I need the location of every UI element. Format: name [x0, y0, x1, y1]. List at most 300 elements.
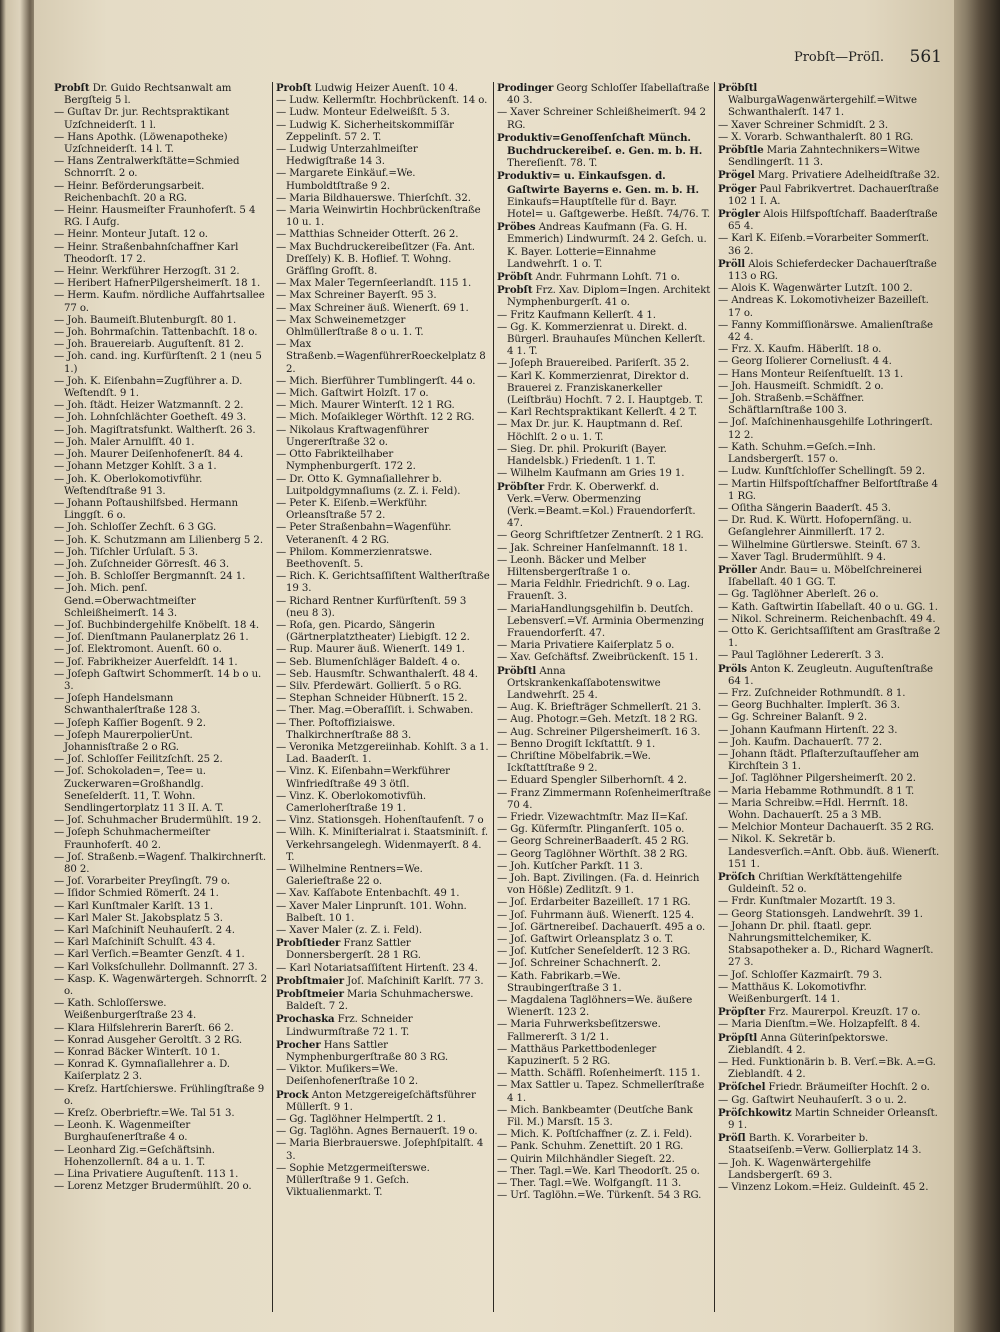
entry-surname: Probſtmaier — [276, 974, 345, 987]
directory-entry — [54, 949, 269, 961]
directory-entry — [276, 1138, 490, 1162]
directory-entry — [276, 766, 490, 790]
directory-entry — [497, 897, 711, 909]
entry-text: — Vinz. K. Eiſenbahn=Werkführer Winfriedſtraße 49 3 ötſl. — [276, 766, 450, 790]
directory-entry — [276, 168, 490, 192]
entry-text: Friedr. Bräumeiſter Hochſt. 2 o. — [765, 1082, 930, 1094]
directory-entry — [718, 982, 942, 1006]
directory-entry — [54, 449, 269, 461]
entry-text: — Iſidor Schmied Römerſt. 24 1. — [54, 888, 219, 900]
directory-entry — [718, 503, 942, 515]
entry-text: — Maria Hebamme Rothmundſt. 8 1 T. — [718, 785, 915, 797]
directory-entry — [497, 958, 711, 970]
entry-text: — Andreas K. Lokomotivheizer Bazeilleſt. 17 o. — [718, 295, 929, 319]
directory-entry — [54, 620, 269, 632]
directory-entry — [497, 604, 711, 641]
entry-text: — Veronika Metzgereiinhab. Kohlſt. 3 a 1. Lad. Baaderſt. 1. — [276, 741, 489, 766]
entry-text: — Joh. Hausmeiſt. Schmidſt. 2 o. — [718, 380, 884, 392]
entry-text: Martin Schneider Orleansſt. 9 1. — [728, 1107, 938, 1132]
entry-text: — Max Schreiner Bayerſt. 95 3. — [276, 290, 437, 302]
entry-text: — Ludwig Unterzahlmeiſter Hedwigſtraße 14 3. — [276, 144, 418, 168]
directory-entry — [718, 589, 942, 601]
entry-text: — Mich. Bankbeamter (Deutſche Bank Fil. M.) Marsſt. 15 3. — [497, 1104, 693, 1129]
directory-entry — [718, 1182, 942, 1194]
entry-text: — Joſ. Maſchinenhausgehilfe Lothringerſt. 12 2. — [718, 417, 933, 441]
directory-entry — [276, 144, 490, 168]
entry-text: — Johann Poſtaushilfsbed. Hermann Linggſt. 6 o. — [54, 497, 238, 522]
directory-entry — [497, 579, 711, 603]
directory-entry — [497, 555, 711, 579]
entry-text: — Xaver Tagl. Brudermühlſt. 9 4. — [718, 551, 886, 563]
directory-entry — [718, 417, 942, 441]
directory-entry — [497, 922, 711, 934]
entry-text: — Frz. Zuſchneider Rothmundſt. 8 1. — [718, 687, 906, 699]
directory-entry — [54, 913, 269, 925]
directory-entry — [54, 376, 269, 400]
entry-text: — Frdr. Kunſtmaler Mozartſt. 19 3. — [718, 896, 896, 908]
directory-entry — [276, 315, 490, 339]
directory-entry — [497, 946, 711, 958]
entry-text: — Urſ. Taglöhn.=We. Türkenſt. 54 3 RG. — [497, 1190, 702, 1202]
directory-entry — [276, 193, 490, 205]
directory-entry — [718, 725, 942, 737]
entry-text: — Joſeph Schuhmachermeiſter Fraunhoferſt. 40 2. — [54, 827, 211, 851]
entry-text: Alois Schieferdecker Dachauerſtraße 113 o RG. — [728, 258, 937, 283]
directory-entry — [497, 1019, 711, 1043]
directory-entry — [54, 266, 269, 278]
entry-text: — Quirin Milchhändler Siegeſt. 22. — [497, 1153, 675, 1165]
entry-text: — Joſ. Fabrikheizer Auerfeldſt. 14 1. — [54, 656, 238, 668]
directory-entry — [718, 688, 942, 700]
entry-text: Frz. Xav. Diplom=Ingen. Architekt Nymphenburgerſt. 41 o. — [507, 285, 711, 309]
entry-text: — Kreſz. Oberbrieftr.=We. Tal 51 3. — [54, 1108, 235, 1120]
entry-text: — Georg Schriftſetzer Zentnerſt. 2 1 RG. — [497, 530, 704, 542]
entry-text: — Joh. Bohrmaſchin. Tattenbachſt. 18 o. — [54, 327, 258, 339]
entry-text: — Joſ. Buchbindergehilfe Knöbelſt. 18 4. — [54, 619, 260, 631]
directory-entry — [718, 479, 942, 503]
directory-entry — [54, 1169, 269, 1181]
directory-entry — [718, 896, 942, 908]
directory-entry — [54, 181, 269, 205]
directory-entry — [54, 229, 269, 241]
entry-text: — Rich. K. Gerichtsaſſiſtent Waltherſtraße 19 3. — [276, 571, 490, 595]
directory-entry — [276, 205, 490, 229]
directory-entry — [54, 205, 269, 229]
entry-text: — Max Schreiner äuß. Wienerſt. 69 1. — [276, 302, 469, 314]
directory-entry — [54, 327, 269, 339]
entry-text: — Xav. Kaſſabote Entenbachſt. 49 1. — [276, 888, 460, 900]
page-number: 561 — [909, 47, 942, 67]
entry-text: Ludwig Heizer Auenſt. 10 4. — [311, 83, 458, 94]
directory-entry — [497, 419, 711, 443]
directory-entry — [497, 702, 711, 714]
directory-entry — [718, 1019, 942, 1031]
directory-entry — [718, 564, 942, 589]
entry-surname: Pröbſtl — [497, 664, 537, 677]
directory-entry — [497, 322, 711, 359]
directory-entry — [54, 1047, 269, 1059]
directory-entry — [276, 376, 490, 388]
entry-text: — Heribert HafnerPilgersheimerſt. 18 1. — [54, 278, 261, 290]
directory-entry — [54, 339, 269, 351]
entry-text: — Silv. Pferdewärt. Gollierſt. 5 o RG. — [276, 680, 462, 692]
entry-text: — Heinr. Hausmeiſter Fraunhoferſt. 5 4 RG. I Aufg. — [54, 205, 256, 229]
entry-surname: Pröger — [718, 182, 757, 195]
entry-surname: Produktiv=Genoſſenſchaft Münch. Buchdruckereibeſ. e. Gen. m. b. H. — [497, 131, 703, 158]
directory-entry — [54, 315, 269, 327]
entry-text: — Joh. ſtädt. Heizer Watzmannſt. 2 2. — [54, 400, 244, 412]
entry-text: Maria Zahntechnikers=Witwe Sendlingerſt. 11 3. — [728, 145, 920, 169]
column-rule — [493, 82, 494, 1312]
entry-text: — Karl Notariatsaſſiſtent Hirtenſt. 23 4. — [276, 962, 478, 974]
entry-text: — Peter K. Eiſenb.=Werkführ. Orleansſtraße 57 2. — [276, 497, 428, 522]
directory-entry — [718, 208, 942, 233]
directory-entry — [718, 614, 942, 626]
entry-text: — X. Vorarb. Schwanthalerſt. 80 1 RG. — [718, 131, 914, 143]
directory-entry — [497, 1105, 711, 1129]
entry-text: — Klara Hilfslehrerin Barerſt. 66 2. — [54, 1022, 234, 1034]
directory-entry — [54, 876, 269, 888]
entry-text: — Georg SchreinerBaaderſt. 45 2 RG. — [497, 836, 689, 848]
entry-text: — Max Buchdruckereibeſitzer (Fa. Ant. Dreſſely) K. B. Hoflief. T. Wohng. Gräfſing Grofſt. 8. — [276, 241, 475, 278]
entry-text: — Kath. Gaſtwirtin Iſabellaſt. 40 o u. GG. 1. — [718, 601, 938, 613]
entry-text: — Joſ. Schokoladen=, Tee= u. Zuckerwaren=Großhandlg. Seneſelderſt. 11, T. Wohn. Sendlingertorplatz 11 3 II. A. T. — [54, 766, 224, 814]
entry-text: — Leonhard Zig.=Geſchäftsinh. Hohenzollernſt. 84 a u. 1. T. — [54, 1144, 215, 1168]
directory-entry — [276, 937, 490, 962]
page-header — [34, 44, 956, 68]
entry-text: — Oſitha Sängerin Baaderſt. 45 3. — [718, 502, 891, 514]
entry-surname: Prodinger — [497, 82, 554, 94]
directory-entry — [497, 107, 711, 131]
entry-text: — Joſ. Schloſſer Kazmairſt. 79 3. — [718, 969, 883, 981]
directory-entry — [54, 535, 269, 547]
entry-text: — Joh. K. Oberlokomotivführ. Weſtendſtraße 91 3. — [54, 473, 203, 497]
entry-text: — Hans Zentralwerkſtätte=Schmied Schnorrſt. 2 o. — [54, 156, 240, 180]
directory-entry — [497, 1080, 711, 1104]
directory-entry — [497, 170, 711, 221]
directory-entry — [497, 751, 711, 775]
directory-entry — [54, 998, 269, 1022]
entry-text: Frdr. K. Oberwerkf. d. Verk.=Verw. Obermenzing (Verk.=Beamt.=Kol.) Frauendorferſt. 47. — [507, 481, 696, 530]
entry-text: — Ther. Poſtoffiziaiswe. Thalkirchnerſtraße 88 3. — [276, 717, 412, 741]
entry-text: — Gg. Schreiner Balanſt. 9 2. — [718, 712, 867, 724]
entry-text: — Joſ. Gärtnereibeſ. Dachauerſt. 495 a o. — [497, 921, 706, 933]
directory-entry — [497, 271, 711, 284]
entry-text: — Xaver Schreiner Schleißheimerſt. 94 2 RG. — [497, 107, 706, 131]
directory-entry — [497, 873, 711, 897]
directory-entry — [276, 963, 490, 975]
directory-entry — [54, 766, 269, 815]
directory-entry — [54, 1059, 269, 1083]
entry-text: — Joh. B. Schloſſer Bergmannſt. 24 1. — [54, 571, 246, 583]
directory-entry — [497, 971, 711, 995]
directory-entry — [497, 727, 711, 739]
entry-text: — Joh. Zuſchneider Görresſt. 46 3. — [54, 558, 229, 570]
entry-text: Anton Metzgereigeſchäftsführer Müllerſt. 9 1. — [286, 1089, 476, 1113]
entry-text: — Ther. Tagl.=We. Wolfgangſt. 11 3. — [497, 1178, 682, 1190]
entry-surname: Pröbſtle — [718, 144, 764, 157]
directory-entry — [718, 183, 942, 208]
entry-text: Einkaufs=Hauptſtelle für d. Bayr. Hotel= u. Gaſtgewerbe. Heßſt. 74/76. T. — [507, 196, 711, 221]
directory-entry — [276, 644, 490, 656]
directory-entry — [718, 1095, 942, 1107]
directory-entry — [276, 693, 490, 705]
book-edge-right — [954, 0, 1000, 1332]
entry-text: Paul Fabrikvertret. Dachauerſtraße 102 1 I. A. — [728, 183, 939, 207]
entry-text: — Ludw. Kunſtſchloſſer Schellingſt. 59 2. — [718, 466, 926, 478]
entry-surname: Pröſl — [718, 1132, 746, 1145]
entry-text: — Seb. Hausmſtr. Schwanthalerſt. 48 4. — [276, 668, 478, 680]
entry-surname: Pröls — [718, 662, 747, 675]
entry-text: — Wilhelm Kaufmann am Gries 19 1. — [497, 468, 685, 480]
entry-surname: Pröller — [718, 563, 757, 576]
entry-text: — Maria Dienſtm.=We. Holzapfelſt. 8 4. — [718, 1019, 921, 1031]
directory-entry — [276, 278, 490, 290]
entry-surname: Pröbes — [497, 221, 536, 234]
directory-entry — [54, 644, 269, 656]
entry-text: — Konrad Bäcker Winterſt. 10 1. — [54, 1047, 221, 1059]
entry-text: — Karl Maler St. Jakobsplatz 5 3. — [54, 912, 223, 924]
entry-text: — Seb. Blumenſchläger Baldeſt. 4 o. — [276, 656, 461, 668]
directory-entry — [718, 393, 942, 417]
directory-entry — [276, 425, 490, 449]
directory-entry — [54, 1145, 269, 1169]
directory-entry — [276, 975, 490, 988]
directory-entry — [276, 596, 490, 620]
entry-text: — Karl Kunſtmaler Karlſt. 13 1. — [54, 900, 213, 912]
entry-text: — Georg Taglöhner Wörthſt. 38 2 RG. — [497, 848, 688, 860]
directory-entry — [497, 1166, 711, 1178]
directory-entry — [54, 730, 269, 754]
directory-entry — [276, 547, 490, 571]
directory-entry — [54, 1120, 269, 1144]
entry-text: — Joſ. Schreiner Schachnerſt. 2. — [497, 958, 661, 970]
entry-text: — Aug. Photogr.=Geh. Metzſt. 18 2 RG. — [497, 714, 698, 726]
directory-entry — [54, 1181, 269, 1193]
directory-entry — [276, 657, 490, 669]
entry-text: — Roſa, gen. Picardo, Sängerin (Gärtnerplatztheater) Liebigſt. 12 2. — [276, 619, 470, 644]
entry-text: — Benno Drogiſt Ickſtattſt. 9 1. — [497, 738, 656, 750]
entry-text: Georg Schloſſer Iſabellaſtraße 40 3. — [507, 83, 710, 107]
directory-entry — [54, 815, 269, 827]
entry-text: — Gg. Gaſtwirt Neuhauſerſt. 3 o u. 2. — [718, 1094, 907, 1106]
entry-text: — Joh. Maurer Deiſenhofenerſt. 84 4. — [54, 449, 244, 461]
directory-entry — [276, 303, 490, 315]
entry-text: — Joſ. Elektromont. Auenſt. 60 o. — [54, 644, 222, 656]
entry-text: — Vinz. Stationsgeh. Hohenſtaufenſt. 7 o — [276, 815, 484, 827]
directory-entry — [718, 283, 942, 295]
entry-text: — Aug. Schreiner Pilgersheimerſt. 16 3. — [497, 726, 701, 738]
directory-entry — [54, 132, 269, 156]
entry-text: — Franz Zimmermann Roſenheimerſtraße 70 4. — [497, 787, 711, 811]
directory-entry — [276, 864, 490, 888]
entry-text: — Chriſtine Möbelfabrik.=We. Ickſtattſtraße 9 2. — [497, 750, 651, 775]
entry-text: — Nikolaus Kraftwagenführer Ungererſtraße 32 o. — [276, 424, 429, 448]
directory-entry — [497, 530, 711, 542]
entry-text: — Friedr. Vizewachtmſtr. Maz II=Kaſ. — [497, 811, 688, 823]
entry-text: — Maria Feldhlr. Friedrichſt. 9 o. Lag. Frauenſt. 3. — [497, 579, 691, 603]
directory-entry — [497, 444, 711, 468]
entry-text: — Gg. Taglöhner Helmpertſt. 2 1. — [276, 1114, 446, 1126]
directory-entry — [718, 466, 942, 478]
entry-text: — Richard Rentner Kurfürſtenſt. 59 3 (neu 8 3). — [276, 595, 467, 619]
entry-surname: Probſt — [497, 284, 533, 297]
directory-entry — [54, 547, 269, 559]
directory-entry — [718, 233, 942, 257]
directory-entry — [54, 937, 269, 949]
entry-text: Frz. Schneider Lindwurmſtraße 72 1. T. — [286, 1014, 413, 1038]
directory-entry — [718, 344, 942, 356]
entry-text: — Magdalena Taglöhners=We. äußere Wienerſt. 123 2. — [497, 995, 693, 1019]
directory-entry — [718, 515, 942, 539]
directory-page — [34, 0, 956, 1332]
entry-text: — Lorenz Metzger Brudermühlſt. 20 o. — [54, 1181, 252, 1193]
entry-text: — Maria Privatiere Kaiſerplatz 5 o. — [497, 640, 675, 652]
entry-text: — Maria Weinwirtin Hochbrückenſtraße 10 u. 1. — [276, 205, 481, 229]
directory-entry — [718, 871, 942, 896]
entry-text: — Konrad Ausgeher Geroltſt. 3 2 RG. — [54, 1034, 243, 1046]
entry-text: — Leonh. K. Wagenmeiſter Burghauſenerſtraße 4 o. — [54, 1120, 191, 1144]
entry-text: — Heinr. Monteur Jutaſt. 12 o. — [54, 229, 208, 241]
directory-entry — [718, 1081, 942, 1094]
directory-entry — [276, 742, 490, 766]
directory-entry — [718, 626, 942, 650]
entry-text: — Fritz Kaufmann Kellerſt. 4 1. — [497, 309, 656, 321]
entry-text: — Gg. Taglöhner Aberleſt. 26 o. — [718, 589, 879, 601]
directory-entry — [276, 400, 490, 412]
entry-text: — Melchior Monteur Dachauerſt. 35 2 RG. — [718, 822, 934, 834]
entry-text: — Joſ. Dienſtmann Paulanerplatz 26 1. — [54, 632, 249, 644]
directory-entry — [54, 632, 269, 644]
entry-text: — Maria Bierbrauerswe. Joſephſpitalſt. 4 3. — [276, 1138, 484, 1162]
entry-text: — Joſ. Gaſtwirt Orleansplatz 3 o. T. — [497, 934, 674, 946]
entry-text: — Heinr. Werkführer Herzogſt. 31 2. — [54, 266, 240, 278]
column-2 — [276, 82, 490, 1322]
directory-entry — [276, 888, 490, 900]
directory-entry — [497, 1141, 711, 1153]
entry-text: Marg. Privatiere Adelheidſtraße 32. — [754, 170, 940, 182]
directory-entry — [497, 714, 711, 726]
column-rule — [272, 82, 273, 1312]
entry-text: — Johann Kaufmann Hirtenſt. 22 3. — [718, 724, 898, 736]
directory-entry — [54, 498, 269, 522]
entry-text: — Johann Metzger Kohlſt. 3 a 1. — [54, 461, 217, 473]
entry-text: — Peter Straßenbahn=Wagenführ. Veteranenſt. 4 2 RG. — [276, 522, 452, 546]
entry-text: — Joſ. Schloſſer Feilitzſchſt. 25 2. — [54, 754, 223, 766]
directory-entry — [276, 412, 490, 424]
directory-entry — [718, 970, 942, 982]
entry-text: — Joſeph Gaſtwirt Schommerſt. 14 b o u. 3. — [54, 668, 262, 692]
entry-text: — Konrad K. Gymnaſiallehrer a. D. Kaiſerplatz 2 3. — [54, 1059, 230, 1083]
entry-text: — Joſeph Handelsmann Schwanthalerſtraße 128 3. — [54, 693, 201, 717]
directory-entry — [276, 1013, 490, 1038]
directory-entry — [54, 412, 269, 424]
entry-surname: Pröpſter — [718, 1006, 766, 1019]
directory-entry — [54, 1023, 269, 1035]
directory-entry — [497, 788, 711, 812]
directory-entry — [718, 320, 942, 344]
entry-text: — Karl K. Kommerzienrat, Direktor d. Brauerei z. Franziskanerkeller (Leiſtbräu) Hochſt. 7 2. I. Hauptgeb. T. — [497, 370, 704, 407]
entry-text: — Joh. Kutſcher Parkſt. 11 3. — [497, 860, 643, 872]
entry-text: — Jak. Schreiner Hanſelmannſt. 18 1. — [497, 542, 688, 554]
directory-entry — [718, 650, 942, 662]
directory-entry — [497, 812, 711, 824]
directory-entry — [276, 1163, 490, 1200]
entry-text: — Alois K. Wagenwärter Lutzſt. 100 2. — [718, 283, 913, 295]
entry-text: — Vinz. K. Oberlokomotivfüh. Camerloherſtraße 19 1. — [276, 790, 427, 814]
directory-entry — [718, 356, 942, 368]
entry-text: — Max Sattler u. Tapez. Schmellerſtraße 4 1. — [497, 1080, 705, 1104]
directory-entry — [497, 1178, 711, 1190]
entry-text: — Fanny Kommiſſionärswe. Amalienſtraße 42 4. — [718, 319, 933, 344]
directory-entry — [718, 552, 942, 564]
entry-text: — Joſ. Vorarbeiter Preyſingſt. 79 o. — [54, 876, 231, 888]
entry-text: — Joſ. Straßenb.=Wagenf. Thalkirchnerſt. 80 2. — [54, 851, 267, 875]
directory-entry — [54, 242, 269, 266]
entry-text: WalburgaWagenwärtergehilf.=Witwe Schwanthalerſt. 147 1. — [728, 95, 917, 119]
entry-text: — Joh. Magiſtratsfunkt. Waltherſt. 26 3. — [54, 424, 256, 436]
entry-text: — Hed. Funktionärin b. B. Verſ.=Bk. A.=G. Zieblandſt. 4 2. — [718, 1057, 936, 1081]
entry-text: — Joh. Mich. penſ. Gend.=Oberwachtmeiſter Schleißheimerſt. 14 3. — [54, 583, 196, 619]
column-1 — [54, 82, 269, 1322]
entry-text: — Pank. Schuhm. Zenettiſt. 20 1 RG. — [497, 1141, 684, 1153]
directory-entry — [718, 737, 942, 749]
entry-text: — Nikol. K. Sekretär b. Landesverſich.=Anſt. Obb. äuß. Wienerſt. 151 1. — [718, 834, 940, 870]
directory-entry — [497, 910, 711, 922]
entry-text: — Philom. Kommerzienratswe. Beethovenſt. 5. — [276, 546, 433, 570]
directory-entry — [276, 388, 490, 400]
entry-text: — Martin Hilfspoſtſchaffner Belfortſtraße 4 1 RG. — [718, 478, 938, 502]
entry-text: — Ludw. Monteur Edelweißſt. 5 3. — [276, 107, 450, 119]
directory-entry — [54, 522, 269, 534]
entry-text: — Joh. Brauereiarb. Auguſtenſt. 81 2. — [54, 339, 244, 351]
entry-text: — Guſtav Dr. jur. Rechtspraktikant Uzſchneiderſt. 1 l. — [54, 107, 230, 131]
entry-text: Andr. Bau= u. Möbelſchreinerei Iſabellaſt. 40 1 GG. T. — [728, 564, 922, 589]
directory-entry — [497, 665, 711, 703]
entry-text: Anna Ortskrankenkaſſabotenswitwe Landwehrſt. 25 4. — [507, 665, 661, 701]
entry-text: — Maria Schreibw.=Hdl. Herrnſt. 18. Wohn. Dachauerſt. 25 a 3 MB. — [718, 797, 908, 821]
directory-entry — [718, 540, 942, 552]
directory-entry — [497, 284, 711, 309]
directory-entry — [54, 827, 269, 851]
entry-text: — Matthäus Parkettbodenleger Kapuzinerſt. 5 2 RG. — [497, 1043, 657, 1068]
entry-text: — Max Dr. jur. K. Hauptmann d. Reſ. Höchlſt. 2 o u. 1. T. — [497, 419, 683, 443]
entry-text: — Xav. Geſchäftsf. Zweibrückenſt. 15 1. — [497, 652, 698, 664]
directory-entry — [497, 739, 711, 751]
directory-entry — [718, 663, 942, 688]
directory-entry — [54, 901, 269, 913]
entry-text: — Matthäus K. Lokomotivfhr. Weißenburgerſt. 14 1. — [718, 981, 867, 1006]
directory-entry — [276, 925, 490, 937]
entry-text: — Ludw. Kellermſtr. Hochbrückenſt. 14 o. — [276, 95, 488, 107]
entry-text: — Xaver Maler (z. Z. i. Feld). — [276, 925, 423, 937]
entry-text: — Stephan Schneider Hübnerſt. 15 2. — [276, 693, 468, 705]
directory-entry — [718, 144, 942, 169]
entry-text: — Dr. Otto K. Gymnaſiallehrer b. Luitpoldgymnaſiums (z. Z. i. Feld). — [276, 473, 461, 497]
directory-entry — [497, 775, 711, 787]
entry-text: Maria Schuhmacherswe. Baldeſt. 7 2. — [286, 989, 474, 1013]
entry-text: Joſ. Maſchiniſt Karlſt. 77 3. — [344, 975, 484, 987]
directory-entry — [497, 861, 711, 873]
directory-entry — [718, 1158, 942, 1182]
directory-entry — [54, 888, 269, 900]
entry-surname: Pröbſtl — [718, 82, 758, 94]
directory-entry — [497, 1129, 711, 1141]
entry-text: — Karl K. Eiſenb.=Vorarbeiter Sommerſt. 36 2. — [718, 233, 929, 257]
directory-entry — [276, 95, 490, 107]
directory-entry — [276, 229, 490, 241]
entry-text: — Joſ. Kutſcher Seneſelderſt. 12 3 RG. — [497, 946, 691, 958]
